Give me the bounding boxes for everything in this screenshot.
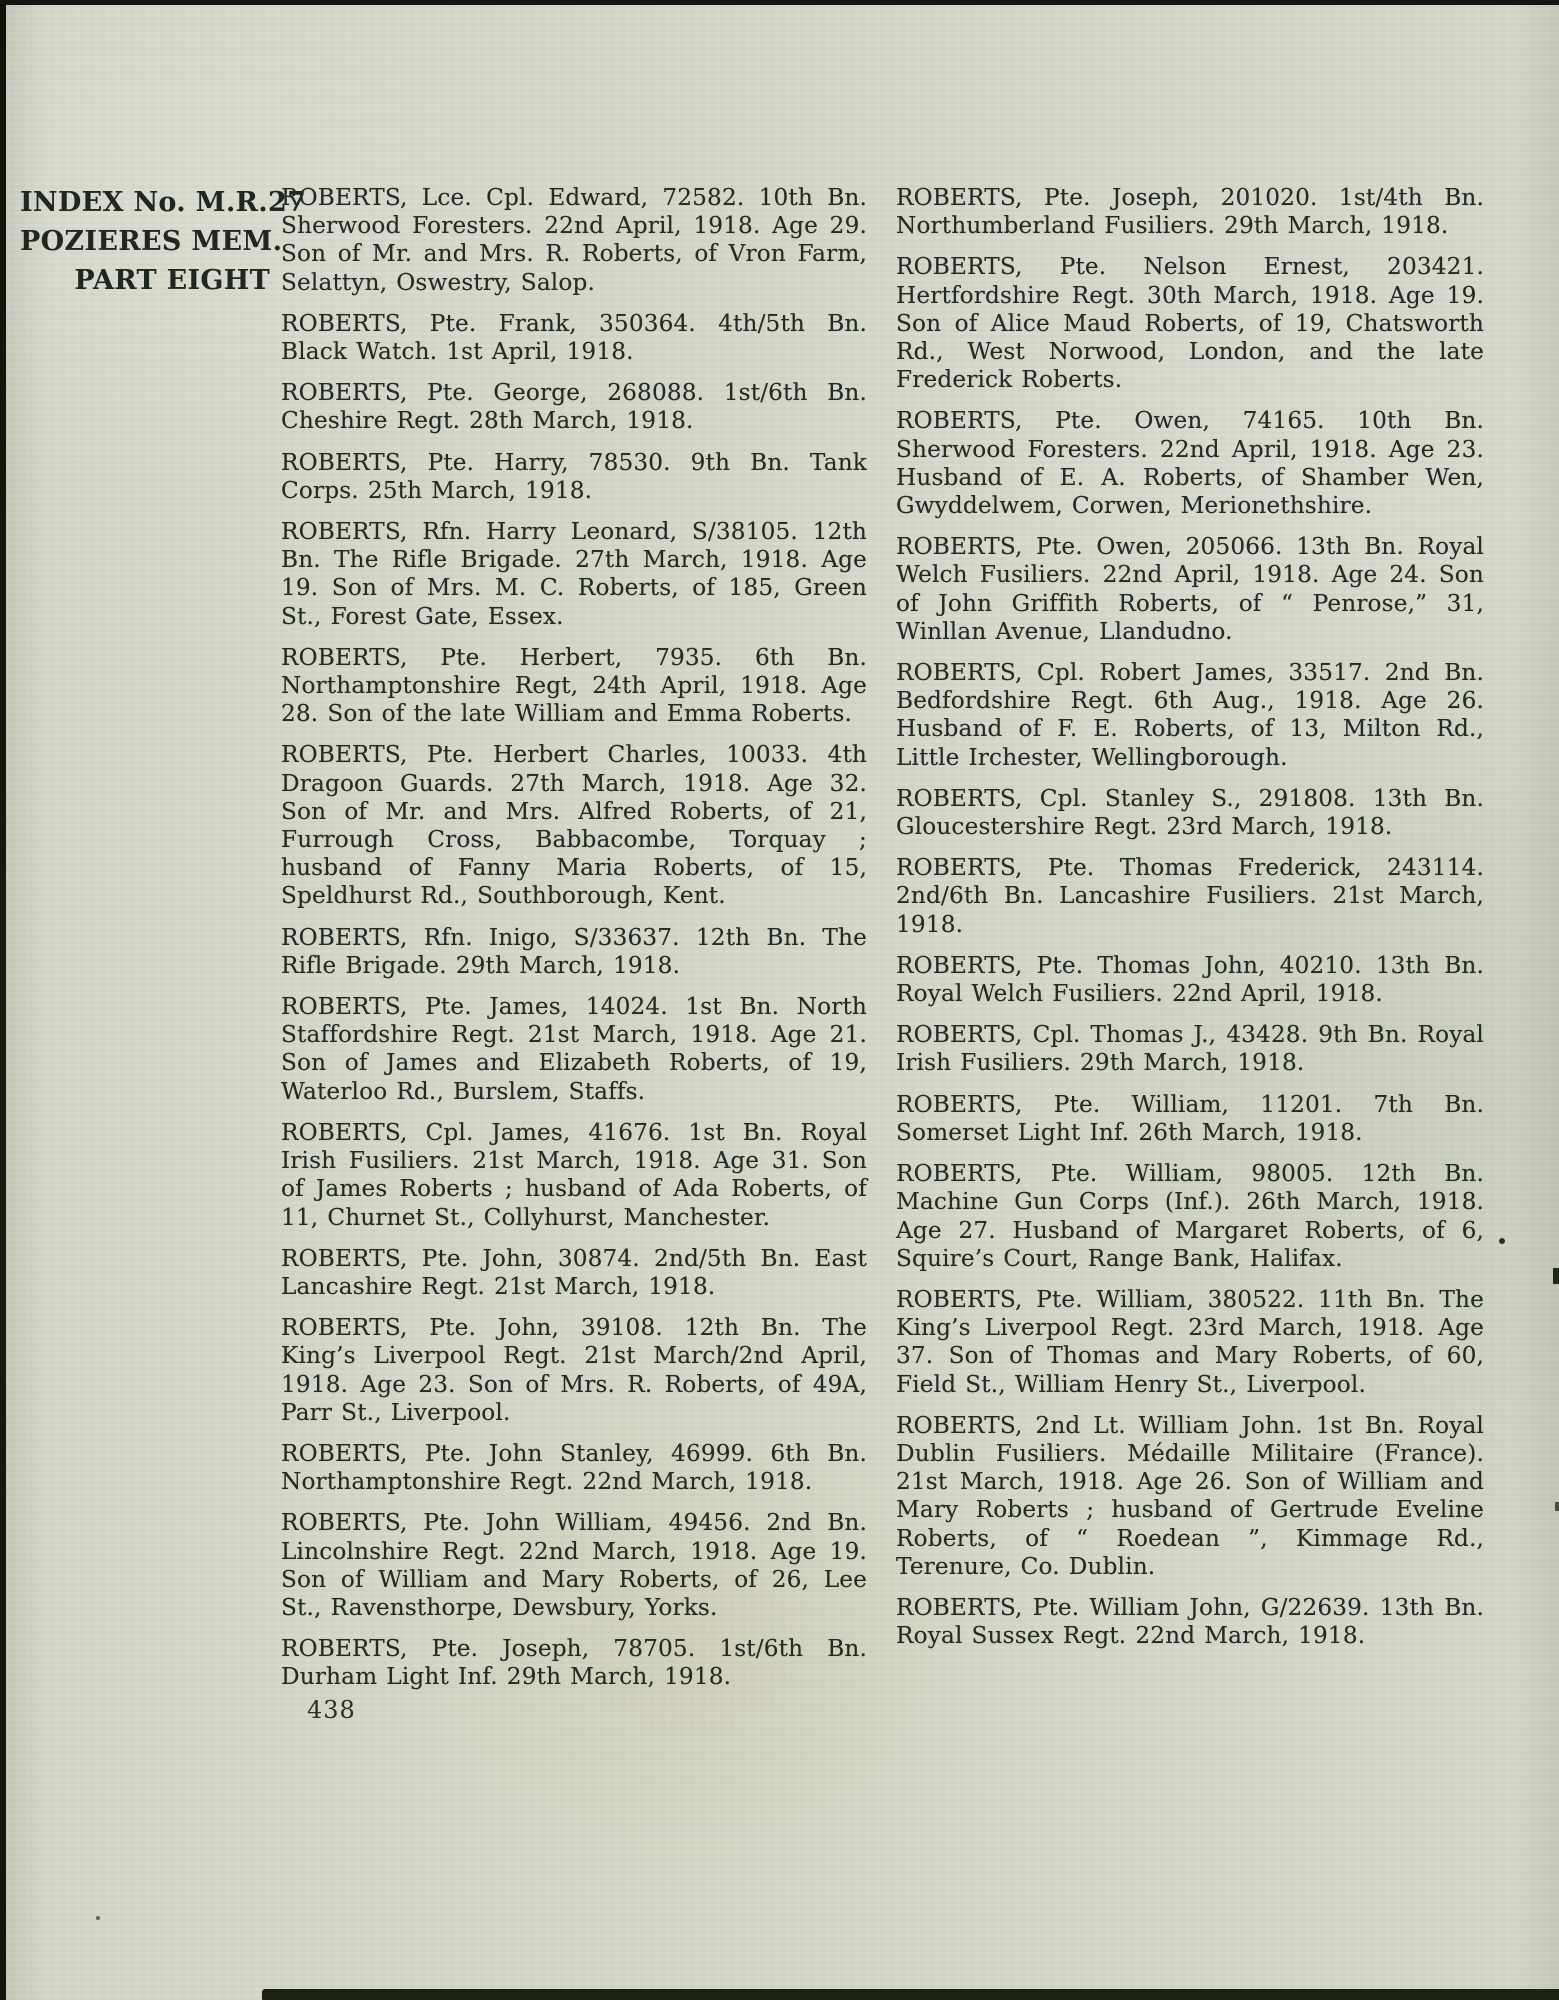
register-entry: ROBERTS, Pte. Harry, 78530. 9th Bn. Tank Corps. 25th March, 1918. xyxy=(281,448,867,504)
register-entry: ROBERTS, Rfn. Harry Leonard, S/38105. 12th Bn. The Rifle Brigade. 27th March, 1918. Age 19. Son of Mrs. M. C. Roberts, of 185, Green St., Forest Gate, Essex. xyxy=(281,518,867,630)
register-entry: ROBERTS, Pte. John, 39108. 12th Bn. The King’s Liverpool Regt. 21st March/2nd April, 1918. Age 23. Son of Mrs. R. Roberts, of 49A, Parr St., Liverpool. xyxy=(281,1314,867,1426)
scan-mark-right xyxy=(1553,1268,1559,1284)
register-entry: ROBERTS, Pte. Herbert, 7935. 6th Bn. Northamptonshire Regt, 24th April, 1918. Age 28. Son of the late William and Emma Roberts. xyxy=(281,643,867,728)
scan-mark-right xyxy=(1555,1502,1559,1511)
register-column-left xyxy=(281,184,867,1705)
scan-speck xyxy=(1499,1238,1505,1244)
scan-edge-top xyxy=(0,0,1559,5)
page-header xyxy=(20,183,307,300)
register-entry: ROBERTS, Pte. Thomas John, 40210. 13th Bn. Royal Welch Fusiliers. 22nd April, 1918. xyxy=(896,951,1484,1008)
register-entry: ROBERTS, Pte. William, 98005. 12th Bn. Machine Gun Corps (Inf.). 26th March, 1918. Age 27. Husband of Margaret Roberts, of 6, Squire’s Court, Range Bank, Halifax. xyxy=(896,1160,1484,1272)
register-entry: ROBERTS, Pte. George, 268088. 1st/6th Bn. Cheshire Regt. 28th March, 1918. xyxy=(281,379,867,435)
register-entry: ROBERTS, Pte. James, 14024. 1st Bn. North Staffordshire Regt. 21st March, 1918. Age 21. Son of James and Elizabeth Roberts, of 19, Waterloo Rd., Burslem, Staffs. xyxy=(281,993,867,1105)
register-entry: ROBERTS, Pte. Nelson Ernest, 203421. Hertfordshire Regt. 30th March, 1918. Age 19. Son of Alice Maud Roberts, of 19, Chatsworth Rd., West Norwood, London, and the late Frederick Roberts. xyxy=(896,253,1484,394)
register-entry: ROBERTS, Pte. William John, G/22639. 13th Bn. Royal Sussex Regt. 22nd March, 1918. xyxy=(896,1593,1484,1650)
register-entry: ROBERTS, Lce. Cpl. Edward, 72582. 10th Bn. Sherwood Foresters. 22nd April, 1918. Age 29. Son of Mr. and Mrs. R. Roberts, of Vron Farm, Selattyn, Oswestry, Salop. xyxy=(281,184,867,296)
register-entry: ROBERTS, Pte. John, 30874. 2nd/5th Bn. East Lancashire Regt. 21st March, 1918. xyxy=(281,1244,867,1300)
register-entry: ROBERTS, 2nd Lt. William John. 1st Bn. Royal Dublin Fusiliers. Médaille Militaire (France). 21st March, 1918. Age 26. Son of William and Mary Roberts ; husband of Gertrude Eveline Roberts, of “ Roedean ”, Kimmage Rd., Terenure, Co. Dublin. xyxy=(896,1411,1484,1580)
register-entry: ROBERTS, Pte. John Stanley, 46999. 6th Bn. Northamptonshire Regt. 22nd March, 1918. xyxy=(281,1439,867,1496)
register-entry: ROBERTS, Pte. John William, 49456. 2nd Bn. Lincolnshire Regt. 22nd March, 1918. Age 19. Son of William and Mary Roberts, of 26, Lee St., Ravensthorpe, Dewsbury, Yorks. xyxy=(281,1509,867,1621)
scan-strip-bottom xyxy=(262,1989,1559,2000)
register-entry: ROBERTS, Pte. Owen, 205066. 13th Bn. Royal Welch Fusiliers. 22nd April, 1918. Age 24. Son of John Griffith Roberts, of “ Penrose,” 31, Winllan Avenue, Llandudno. xyxy=(896,533,1484,645)
register-entry: ROBERTS, Cpl. James, 41676. 1st Bn. Royal Irish Fusiliers. 21st March, 1918. Age 31. Son of James Roberts ; husband of Ada Roberts, of 11, Churnet St., Collyhurst, Manchester. xyxy=(281,1118,867,1231)
register-entry: ROBERTS, Pte. William, 380522. 11th Bn. The King’s Liverpool Regt. 23rd March, 1918. Age 37. Son of Thomas and Mary Roberts, of 60, Field St., William Henry St., Liverpool. xyxy=(896,1285,1484,1398)
register-entry: ROBERTS, Cpl. Stanley S., 291808. 13th Bn. Gloucestershire Regt. 23rd March, 1918. xyxy=(896,784,1484,841)
register-entry: ROBERTS, Pte. Thomas Frederick, 243114. 2nd/6th Bn. Lancashire Fusiliers. 21st March, 1918. xyxy=(896,854,1484,938)
scan-speck xyxy=(96,1916,100,1920)
page-number: 438 xyxy=(307,1696,356,1724)
header-part-label: PART EIGHT xyxy=(74,265,270,296)
register-entry: ROBERTS, Pte. William, 11201. 7th Bn. Somerset Light Inf. 26th March, 1918. xyxy=(896,1090,1484,1146)
register-entry: ROBERTS, Pte. Owen, 74165. 10th Bn. Sherwood Foresters. 22nd April, 1918. Age 23. Husband of E. A. Roberts, of Shamber Wen, Gwyddelwem, Corwen, Merionethshire. xyxy=(896,407,1484,520)
register-entry: ROBERTS, Pte. Joseph, 201020. 1st/4th Bn. Northumberland Fusiliers. 29th March, 1918. xyxy=(896,184,1484,240)
header-index-number: INDEX No. M.R.27 xyxy=(20,187,307,218)
register-column-right xyxy=(896,184,1484,1663)
scan-edge-left xyxy=(0,0,6,2000)
register-entry: ROBERTS, Cpl. Thomas J., 43428. 9th Bn. Royal Irish Fusiliers. 29th March, 1918. xyxy=(896,1021,1484,1077)
register-entry: ROBERTS, Rfn. Inigo, S/33637. 12th Bn. The Rifle Brigade. 29th March, 1918. xyxy=(281,923,867,979)
register-entry: ROBERTS, Pte. Herbert Charles, 10033. 4th Dragoon Guards. 27th March, 1918. Age 32. Son of Mr. and Mrs. Alfred Roberts, of 21, Furrough Cross, Babbacombe, Torquay ; husband of Fanny Maria Roberts, of 15, Speldhurst Rd., Southborough, Kent. xyxy=(281,741,867,910)
register-entry: ROBERTS, Cpl. Robert James, 33517. 2nd Bn. Bedfordshire Regt. 6th Aug., 1918. Age 26. Husband of F. E. Roberts, of 13, Milton Rd., Little Irchester, Wellingborough. xyxy=(896,659,1484,771)
register-entry: ROBERTS, Pte. Frank, 350364. 4th/5th Bn. Black Watch. 1st April, 1918. xyxy=(281,309,867,366)
header-memorial-name: POZIERES MEM. xyxy=(20,226,283,257)
register-entry: ROBERTS, Pte. Joseph, 78705. 1st/6th Bn. Durham Light Inf. 29th March, 1918. xyxy=(281,1635,867,1691)
